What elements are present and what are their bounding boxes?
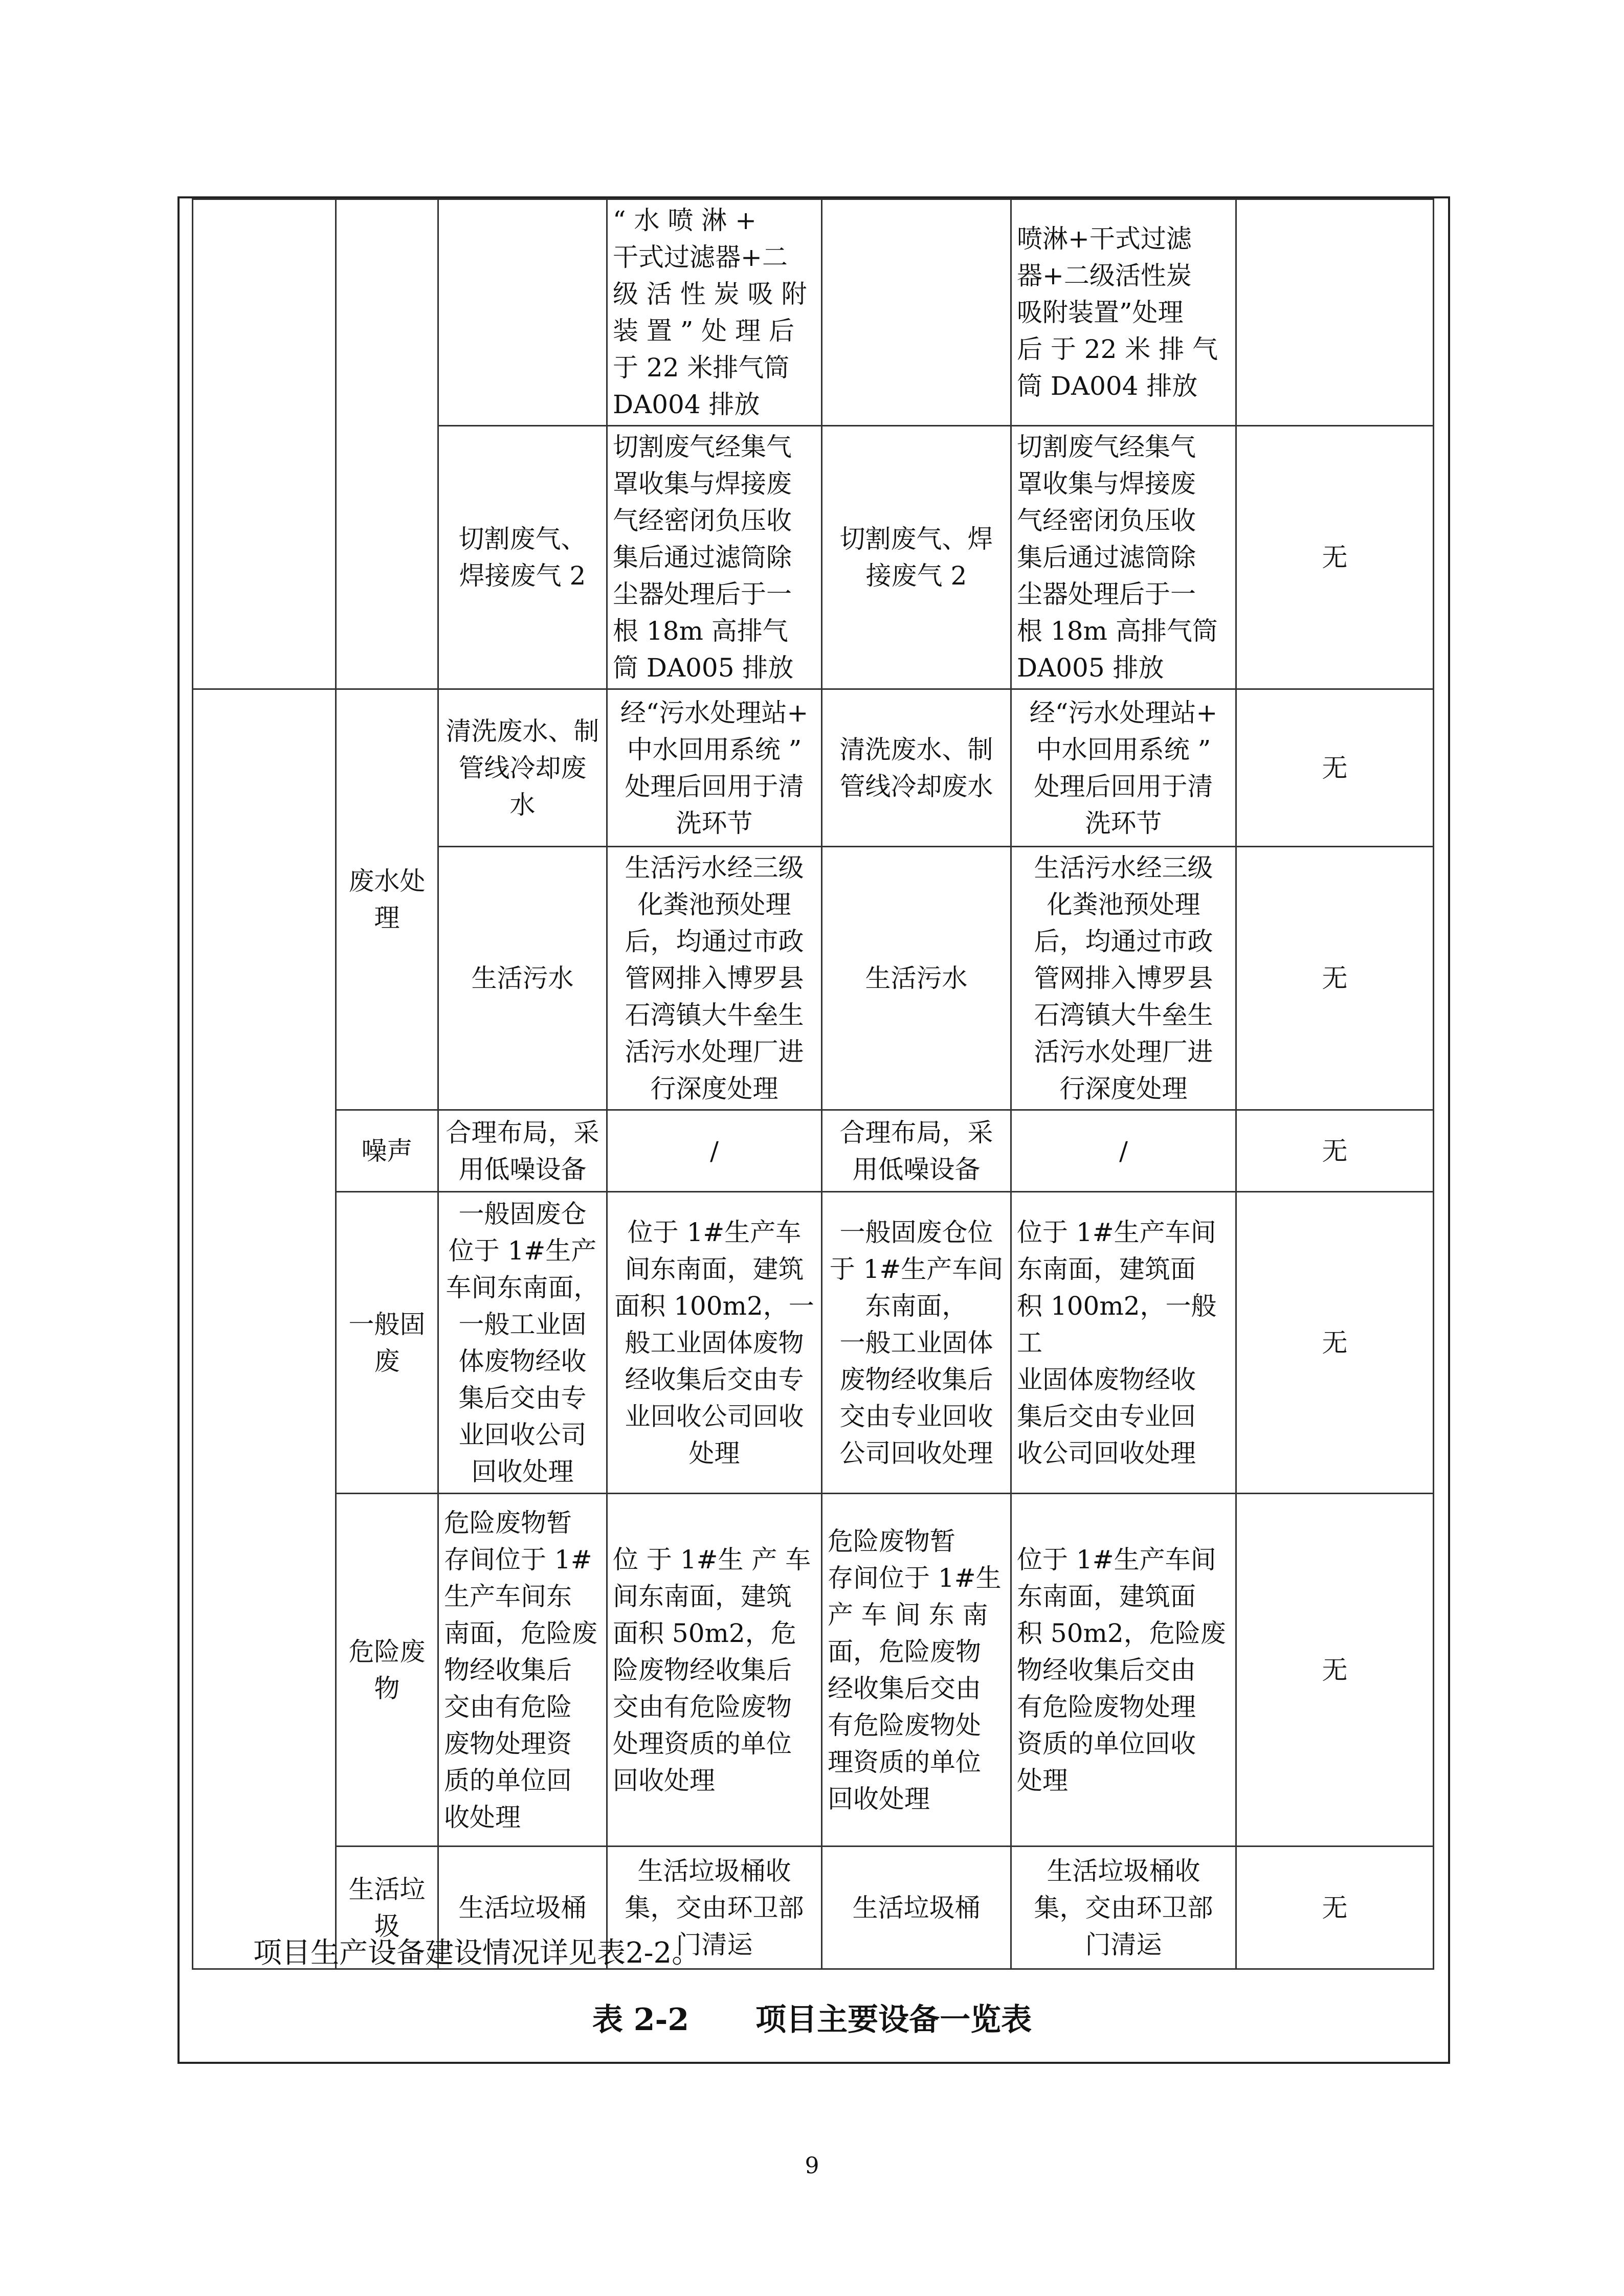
change-cell: 无 [1236, 1494, 1434, 1847]
measure-cell: 位于 1#生产车 间东南面，建筑 面积 100m2，一 般工业固体废物 经收集后交由专 业回收公司回收 处理 [607, 1192, 822, 1494]
item-cell: 一般固废仓位 于 1#生产车间 东南面， 一般工业固体 废物经收集后 交由专业回收 公司回收处理 [822, 1192, 1011, 1494]
category-cell: 一般固 废 [336, 1192, 438, 1494]
change-cell: 无 [1236, 1110, 1434, 1192]
item-cell: 切割废气、 焊接废气 2 [438, 426, 607, 689]
category-cell: 生活垃 圾 [336, 1847, 438, 1969]
table-row [193, 1494, 1434, 1847]
item-cell: 生活垃圾桶 [822, 1847, 1011, 1969]
blank-cell [193, 199, 336, 689]
measure-cell: 喷淋+干式过滤 器+二级活性炭 吸附装置”处理 后 于 22 米 排 气 筒 DA004 排放 [1011, 199, 1236, 426]
item-cell: 合理布局，采 用低噪设备 [822, 1110, 1011, 1192]
item-cell: 清洗废水、制 管线冷却废 水 [438, 689, 607, 847]
table-row [193, 1192, 1434, 1494]
table-row [193, 1110, 1434, 1192]
category-cell: 噪声 [336, 1110, 438, 1192]
item-cell [438, 199, 607, 426]
page-number: 9 [805, 2153, 819, 2179]
measure-cell: 经“污水处理站+ 中水回用系统 ” 处理后回用于清 洗环节 [607, 689, 822, 847]
measure-cell: 位 于 1#生 产 车 间东南面，建筑 面积 50m2，危 险废物经收集后 交由有危险废物 处理资质的单位 回收处理 [607, 1494, 822, 1847]
change-cell: 无 [1236, 847, 1434, 1110]
change-cell: 无 [1236, 426, 1434, 689]
measure-cell: 生活垃圾桶收 集，交由环卫部 门清运 [607, 1847, 822, 1969]
category-cell [336, 199, 438, 689]
item-cell: 一般固废仓 位于 1#生产 车间东南面， 一般工业固 体废物经收 集后交由专 业回收公司 回收处理 [438, 1192, 607, 1494]
change-cell: 无 [1236, 1847, 1434, 1969]
change-cell: 无 [1236, 689, 1434, 847]
measure-cell: / [1011, 1110, 1236, 1192]
table-row [193, 689, 1434, 847]
item-cell: 生活垃圾桶 [438, 1847, 607, 1969]
change-cell [1236, 199, 1434, 426]
pollution-control-table [192, 198, 1434, 1970]
item-cell: 危险废物暂 存间位于 1# 生产车间东 南面，危险废 物经收集后 交由有危险 废物处理资 质的单位回 收处理 [438, 1494, 607, 1847]
measure-cell: 生活垃圾桶收 集，交由环卫部 门清运 [1011, 1847, 1236, 1969]
measure-cell: “ 水 喷 淋 + 干式过滤器+二 级 活 性 炭 吸 附 装 置 ” 处 理 后 于 22 米排气筒 DA004 排放 [607, 199, 822, 426]
measure-cell: 位于 1#生产车间 东南面，建筑面 积 100m2，一般工 业固体废物经收 集后交由专业回 收公司回收处理 [1011, 1192, 1236, 1494]
measure-cell: 生活污水经三级 化粪池预处理 后，均通过市政 管网排入博罗县 石湾镇大牛垒生 活污水处理厂进 行深度处理 [1011, 847, 1236, 1110]
item-cell [822, 199, 1011, 426]
caption-title: 项目主要设备一览表 [755, 2002, 1032, 2038]
table-caption [0, 1999, 1624, 2040]
blank-cell [193, 689, 336, 1969]
measure-cell: 切割废气经集气 罩收集与焊接废 气经密闭负压收 集后通过滤筒除 尘器处理后于一 根 18m 高排气筒 DA005 排放 [1011, 426, 1236, 689]
measure-cell: 切割废气经集气 罩收集与焊接废 气经密闭负压收 集后通过滤筒除 尘器处理后于一 根 18m 高排气 筒 DA005 排放 [607, 426, 822, 689]
measure-cell: 生活污水经三级 化粪池预处理 后，均通过市政 管网排入博罗县 石湾镇大牛垒生 活污水处理厂进 行深度处理 [607, 847, 822, 1110]
category-cell: 危险废 物 [336, 1494, 438, 1847]
change-cell: 无 [1236, 1192, 1434, 1494]
table-row [193, 199, 1434, 426]
item-cell: 合理布局，采 用低噪设备 [438, 1110, 607, 1192]
caption-number: 表 2-2 [592, 2002, 689, 2038]
body-note: 项目生产设备建设情况详见表2-2。 [253, 1937, 701, 1970]
measure-cell: 经“污水处理站+ 中水回用系统 ” 处理后回用于清 洗环节 [1011, 689, 1236, 847]
measure-cell: / [607, 1110, 822, 1192]
category-cell: 废水处 理 [336, 689, 438, 1110]
item-cell: 切割废气、焊 接废气 2 [822, 426, 1011, 689]
item-cell: 生活污水 [438, 847, 607, 1110]
measure-cell: 位于 1#生产车间 东南面，建筑面 积 50m2，危险废 物经收集后交由 有危险废物处理 资质的单位回收 处理 [1011, 1494, 1236, 1847]
item-cell: 清洗废水、制 管线冷却废水 [822, 689, 1011, 847]
item-cell: 生活污水 [822, 847, 1011, 1110]
item-cell: 危险废物暂 存间位于 1#生 产 车 间 东 南 面，危险废物 经收集后交由 有危险废物处 理资质的单位 回收处理 [822, 1494, 1011, 1847]
